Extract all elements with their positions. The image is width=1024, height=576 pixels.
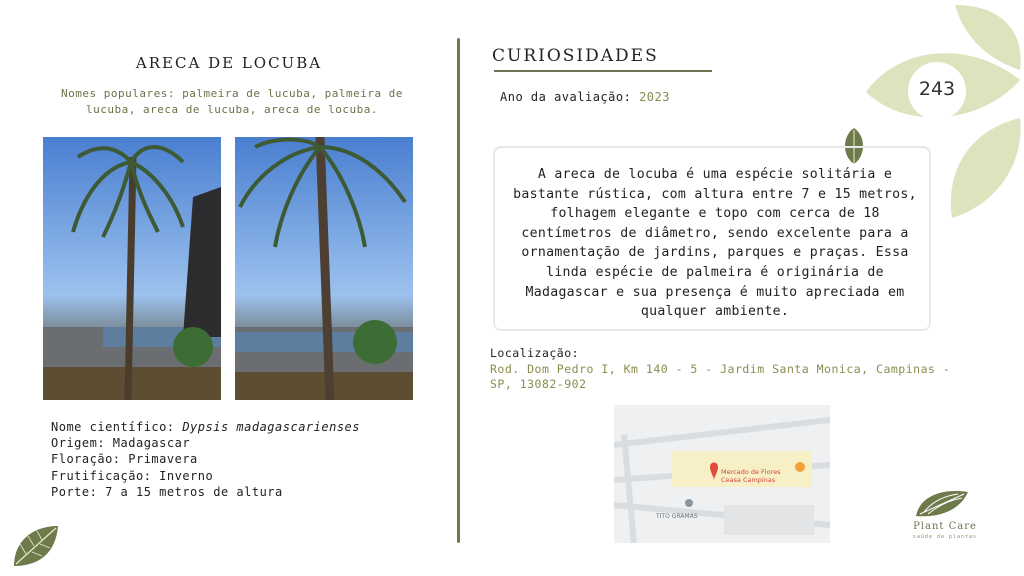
logo-subtitle: saúde de plantas (912, 534, 978, 540)
origin: Origem: Madagascar (51, 436, 191, 450)
leaf-icon-bottom (10, 522, 62, 570)
page-number-badge: 243 (908, 62, 966, 120)
description-text: A areca de locuba é uma espécie solitária e bastante rústica, com altura entre 7 e 15 metros, folhagem elegante e topo com cerca de 18 centímetros de diâmetro, sendo excelente para a ornamentação de jardins, parques e praças. Essa linda espécie de palmeira é originária de Madagascar e sua presença é muito apreciada em qualquer ambiente. (513, 167, 917, 320)
location-address: Rod. Dom Pedro I, Km 140 - 5 - Jardim Santa Monica, Campinas - SP, 13082-902 (490, 362, 951, 391)
fruiting: Frutificação: Inverno (51, 469, 214, 483)
plant-size: Porte: 7 a 15 metros de altura (51, 485, 283, 499)
evaluation-year (500, 90, 670, 104)
plant-photo-1 (43, 137, 221, 400)
location-label: Localização: (490, 346, 580, 360)
logo-name: Plant Care (913, 521, 977, 532)
scientific-name-line (51, 420, 360, 434)
plant-care-logo-icon (912, 486, 972, 520)
scientific-name: Dypsis madagascarienses (182, 420, 360, 434)
scientific-label: Nome científico: (51, 420, 175, 434)
location-map[interactable] (614, 405, 830, 543)
plant-title: ARECA DE LOCUBA (135, 54, 323, 72)
popular-names: Nomes populares: palmeira de lucuba, palmeira de lucuba, areca de lucuba, areca de locuba. (61, 87, 403, 116)
plant-photo-2 (235, 137, 413, 400)
map-secondary-place: TITO GRAMAS (656, 513, 698, 520)
column-divider (457, 38, 460, 543)
map-place-name-1: Mercado de Flores (721, 468, 781, 476)
curiosities-underline (494, 70, 712, 72)
year-label: Ano da avaliação: (500, 90, 632, 104)
year-value: 2023 (639, 90, 670, 104)
curiosities-title: CURIOSIDADES (492, 46, 659, 66)
map-place-name-2: Ceasa Campinas (721, 476, 776, 484)
flowering: Floração: Primavera (51, 452, 198, 466)
